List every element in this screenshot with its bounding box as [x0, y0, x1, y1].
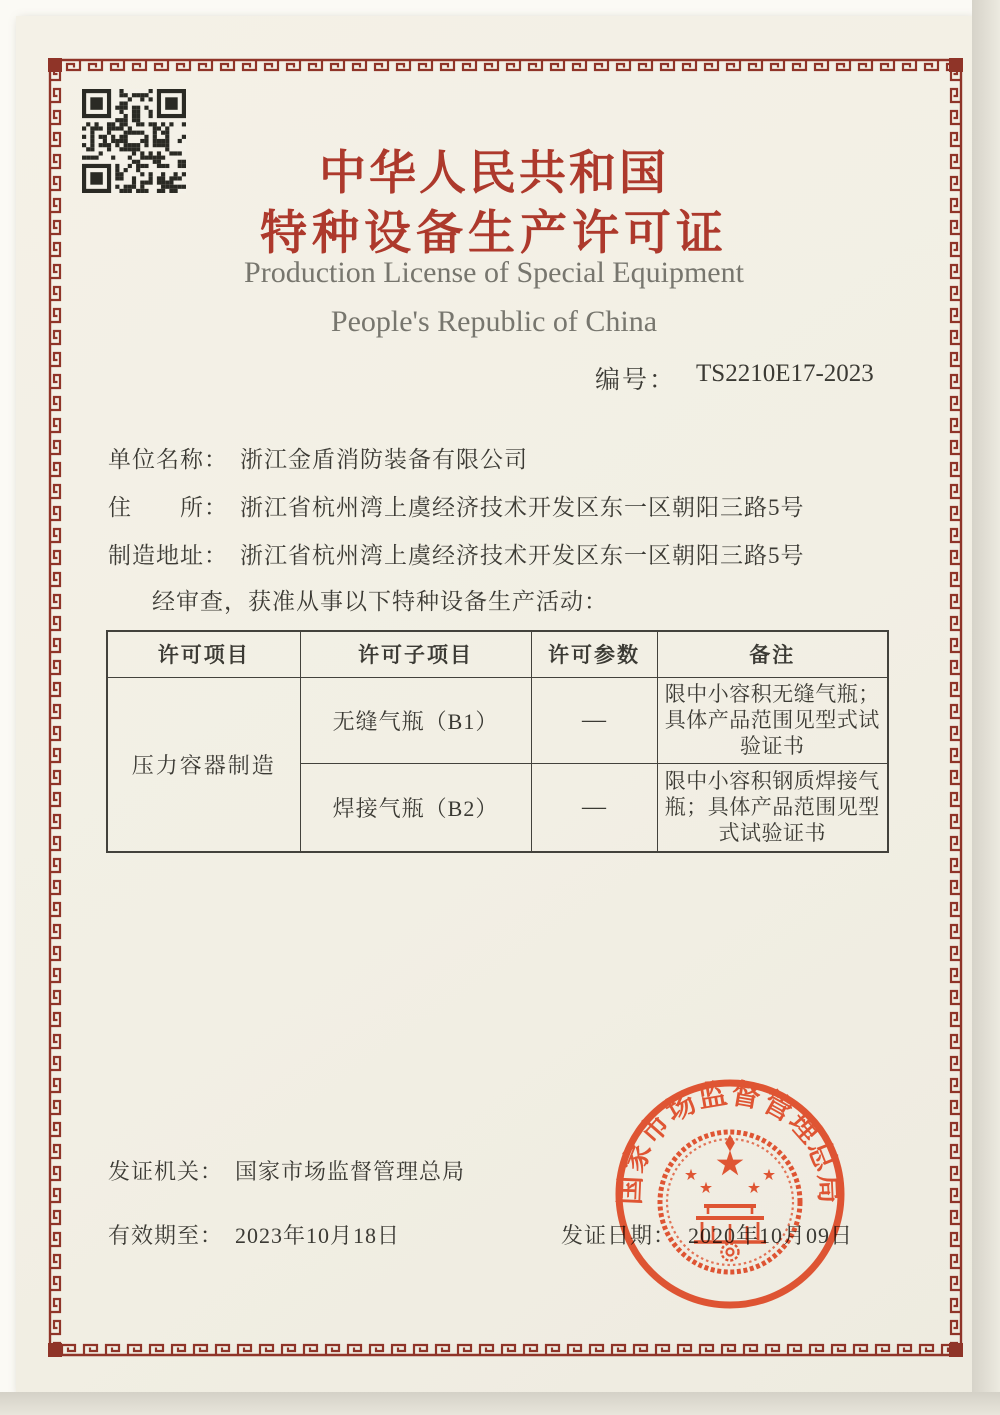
page-title-cn-line2: 特种设备生产许可证: [260, 208, 728, 260]
scan-edge-bottom: [0, 1392, 1000, 1415]
serial-label: 编号：: [595, 367, 677, 394]
project-cell: 压力容器制造: [107, 677, 300, 852]
manufacture-address-label: 制造地址：: [108, 543, 228, 568]
valid-until-label: 有效期至：: [108, 1223, 224, 1248]
residence-label: 住 所：: [108, 495, 228, 520]
col-header-license-item: 许可项目: [107, 631, 300, 677]
serial-number-row: [595, 360, 874, 396]
company-name-value: 浙江金盾消防装备有限公司: [240, 447, 528, 472]
manufacture-address-value: 浙江省杭州湾上虞经济技术开发区东一区朝阳三路5号: [240, 543, 805, 568]
issue-date-row: [561, 1219, 853, 1250]
residence-value: 浙江省杭州湾上虞经济技术开发区东一区朝阳三路5号: [240, 495, 805, 520]
page-title-cn-line1: 中华人民共和国: [319, 148, 669, 200]
page-title-en-line1: Production License of Special Equipment: [244, 256, 744, 289]
issuing-authority-row: [108, 1155, 465, 1186]
field-residence: [108, 489, 805, 522]
sub-item-cell-b1: 无缝气瓶（B1）: [300, 677, 531, 763]
parameter-cell-b1: —: [531, 677, 657, 763]
issue-date-value: 2020年10月09日: [688, 1223, 854, 1248]
parameter-cell-b2: —: [531, 763, 657, 852]
field-manufacture-address: [108, 537, 805, 570]
issue-date-label: 发证日期：: [561, 1223, 677, 1248]
col-header-remark: 备注: [657, 631, 888, 677]
table-header-row: [107, 631, 888, 677]
certificate-paper: [16, 16, 972, 1392]
field-company-name: [108, 441, 528, 474]
page-title-en-line2: People's Republic of China: [330, 305, 658, 338]
seal-text: 国家市场监督管理总局: [614, 1077, 846, 1206]
table-row: [107, 677, 888, 763]
serial-value: TS2210E17-2023: [696, 360, 874, 387]
scan-edge-right: [972, 0, 1000, 1415]
remark-cell-b2: 限中小容积钢质焊接气瓶；具体产品范围见型式试验证书: [657, 763, 888, 852]
valid-until-value: 2023年10月18日: [235, 1223, 401, 1248]
review-note: 经审查，获准从事以下特种设备生产活动：: [152, 589, 608, 614]
valid-until-row: [108, 1219, 400, 1250]
sub-item-cell-b2: 焊接气瓶（B2）: [300, 763, 531, 852]
col-header-sub-item: 许可子项目: [300, 631, 531, 677]
company-name-label: 单位名称：: [108, 447, 228, 472]
remark-cell-b1: 限中小容积无缝气瓶；具体产品范围见型式试验证书: [657, 677, 888, 763]
license-table: [106, 630, 889, 853]
col-header-parameter: 许可参数: [531, 631, 657, 677]
issuing-authority-label: 发证机关：: [108, 1159, 224, 1184]
issuing-authority-value: 国家市场监督管理总局: [235, 1159, 466, 1184]
